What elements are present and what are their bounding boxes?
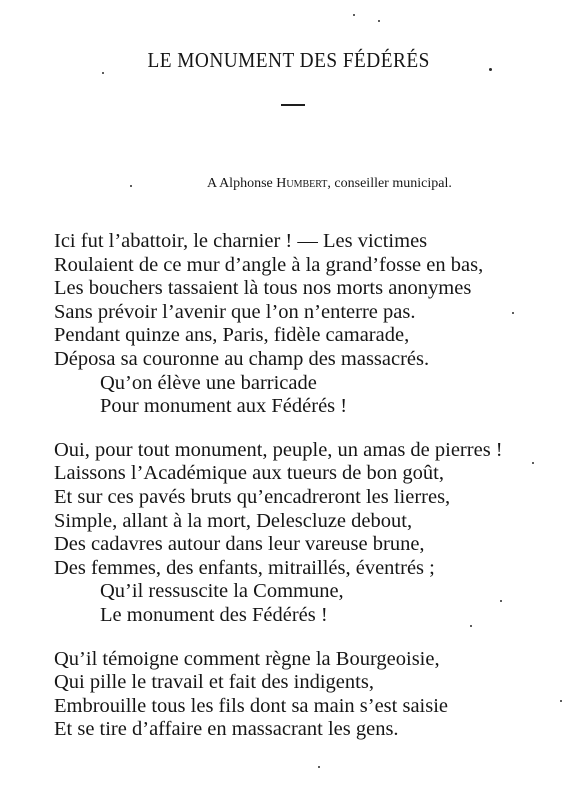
verse-line: Roulaient de ce mur d’angle à la grand’fosse en bas, [54,253,484,276]
stanza [54,230,554,419]
print-speck [512,312,514,314]
verse-line: Et se tire d’affaire en massacrant les gens. [54,718,399,741]
verse-line: Pendant quinze ans, Paris, fidèle camarade, [54,324,410,347]
poem-title: LE MONUMENT DES FÉDÉRÉS [147,48,430,72]
verse-line: Qu’il témoigne comment règne la Bourgeoisie, [54,647,440,670]
verse-line: Déposa sa couronne au champ des massacrés. [54,347,430,370]
verse-line: Ici fut l’abattoir, le charnier ! — Les victimes [54,230,428,252]
print-speck [500,600,502,602]
verse-line: Qu’on élève une barricade [100,371,317,394]
dedication [207,175,452,193]
print-speck [102,72,104,74]
print-speck [532,462,534,464]
verse-line: Le monument des Fédérés ! [100,603,328,626]
verse-line: Pour monument aux Fédérés ! [100,395,348,418]
verse-line: Et sur ces pavés bruts qu’encadreront les lierres, [54,485,451,508]
stanza [54,439,554,628]
print-speck [489,68,492,71]
verse-line: Laissons l’Académique aux tueurs de bon goût, [54,462,444,485]
print-speck [353,14,355,16]
dedication-prefix: A Alphonse [207,176,277,191]
verse-line: Oui, pour tout monument, peuple, un amas de pierres ! [54,438,503,461]
print-speck [130,185,132,187]
dedication-name: Humbert [276,176,328,191]
print-speck [378,20,380,22]
poem-body [54,230,554,762]
verse-line: Des cadavres autour dans leur vareuse brune, [54,533,425,556]
stanza [54,648,554,742]
print-speck [470,625,472,627]
verse-line: Simple, allant à la mort, Delescluze debout, [54,509,413,532]
print-speck [318,766,320,768]
dedication-suffix: , conseiller municipal. [327,176,452,191]
title-rule [281,104,305,106]
print-speck [560,700,562,702]
verse-line: Les bouchers tassaient là tous nos morts anonymes [54,277,472,300]
verse-line: Embrouille tous les fils dont sa main s’est saisie [54,694,449,717]
verse-line: Qui pille le travail et fait des indigents, [54,671,374,694]
verse-line: Qu’il ressuscite la Commune, [100,580,344,603]
verse-line: Sans prévoir l’avenir que l’on n’enterre pas. [54,300,416,323]
verse-line: Des femmes, des enfants, mitraillés, éventrés ; [54,556,435,579]
